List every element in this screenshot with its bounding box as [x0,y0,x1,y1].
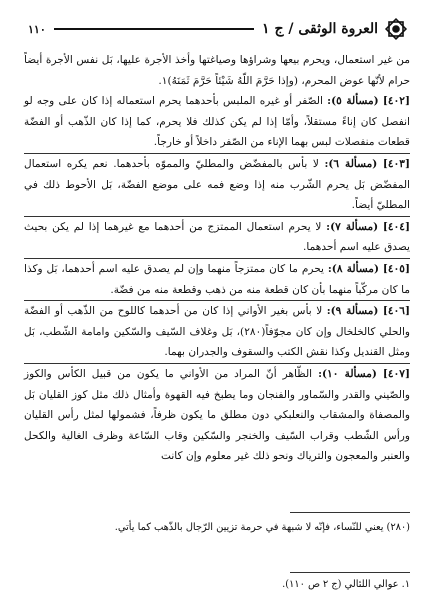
source-note [24,572,410,590]
issue-label: (مسألة ٩): [326,305,379,318]
issue-number: [٤٠٥] [382,262,410,275]
issue-text: الصّفر أو غيره الملبس بأحدهما يحرم استعماله إذا كان على وجه لو انفصل كان إناءً مستقلاً، وأمّا إذا لم يكن كذلك فلا يحرم، كما إذا كان الذّهب أو الفضّة قطعات منفصلات لبس بهما الإناء من الصّفر داخلاً أو خارجاً. [24,95,410,149]
body-text [24,50,410,467]
issue-number: [٤٠٢] [382,95,410,108]
ornament-icon [382,15,410,43]
issue-label: (مسألة ١٠): [318,367,377,380]
issue-paragraph [24,301,410,363]
issue-text: لا يحرم استعمال الممتزج من أحدهما مع غيرهما إذا لم يكن بحيث يصدق عليه اسم أحدهما. [24,220,410,254]
header-rule [54,28,254,30]
issue-label: (مسألة ٥): [327,95,379,108]
issue-label: (مسألة ٦): [324,157,378,170]
issue-paragraph [24,217,410,258]
issue-text: لا بأس بغير الأواني إذا كان من أحدهما كاللوح من الذّهب أو الفضّة والحلي كالخلخال وإن كان مجوّفاً(٢٨٠)، بَل وغلاف السّيف والسّكين وامامة الشّطب، بَل ومثل القنديل وكذا نقش الكتب والسقوف والجدران بهما. [24,305,411,359]
issue-paragraph [24,259,410,300]
issue-number: [٤٠٧] [382,367,410,380]
footnote-280: (٢٨٠) يعني للنّساء، فإنّه لا شبهة في حرمة تزيين الرّجال بالذّهب كما يأتي. [114,522,410,533]
issue-label: (مسألة ٧): [326,220,379,233]
issue-text: يحرم ما كان ممتزجاً منهما وإن لم يصدق عليه اسم أحدهما، بَل وكذا ما كان مركّباً منهما بأن كان قطعة منه من ذهب وقطعة منه من فضّة. [24,262,410,296]
issue-number: [٤٠٣] [382,157,410,170]
issue-paragraph [24,91,410,153]
issue-number: [٤٠٤] [382,220,410,233]
issue-paragraph [24,364,410,467]
issue-paragraph [24,154,410,216]
source-citation: ١. عوالي اللئالي (ج ٢ ص ١١٠). [282,579,410,590]
footnotes [24,512,410,537]
issue-text: لا بأس بالمفضّض والمطليّ والمموّه بأحدهما. نعم يكره استعمال المفضّض بَل يحرم الشّرب منه إذا وضع فمه على موضع الفضّة، بَل الأحوط ذلك في المطليّ أيضاً. [24,157,410,212]
page-header [24,14,410,44]
page-number: ١١٠ [28,22,46,36]
issue-text: الظّاهر أنّ المراد من الأواني ما يكون من قبيل الكأس والكوز والصّيني والقدر والسّماور والفنجان وما يطبخ فيه القهوة وأمثال ذلك مثل كوز القليان بَل والمصفاة والمشقاب والنعلبكي دون مطلق ما يكون ظرفاً، فشمولها لمثل رأس القليان ورأس الشّطب وقراب السّيف والخنجر والسّكين وقاب السّاعة وظرف الغالية والكحل والعنبر والمعجون والترياك ونحو ذلك غير معلوم وإن كانت [24,367,410,463]
issue-number: [٤٠٦] [382,305,410,318]
book-title: العروة الوثقى / ج ١ [262,21,378,37]
intro-paragraph: من غير استعمال، ويحرم بيعها وشراؤها وصياغتها وأخذ الأجرة عليها، بَل نفس الأجرة أيضاً حرام لأنّها عوض المحرم، (وإذا حَرَّمَ اللّهُ شَيْئاً حَرَّمَ ثَمَنَهُ)١. [24,54,410,87]
source-rule [290,572,410,573]
issue-label: (مسألة ٨): [327,262,379,275]
footnote-rule [290,512,410,513]
